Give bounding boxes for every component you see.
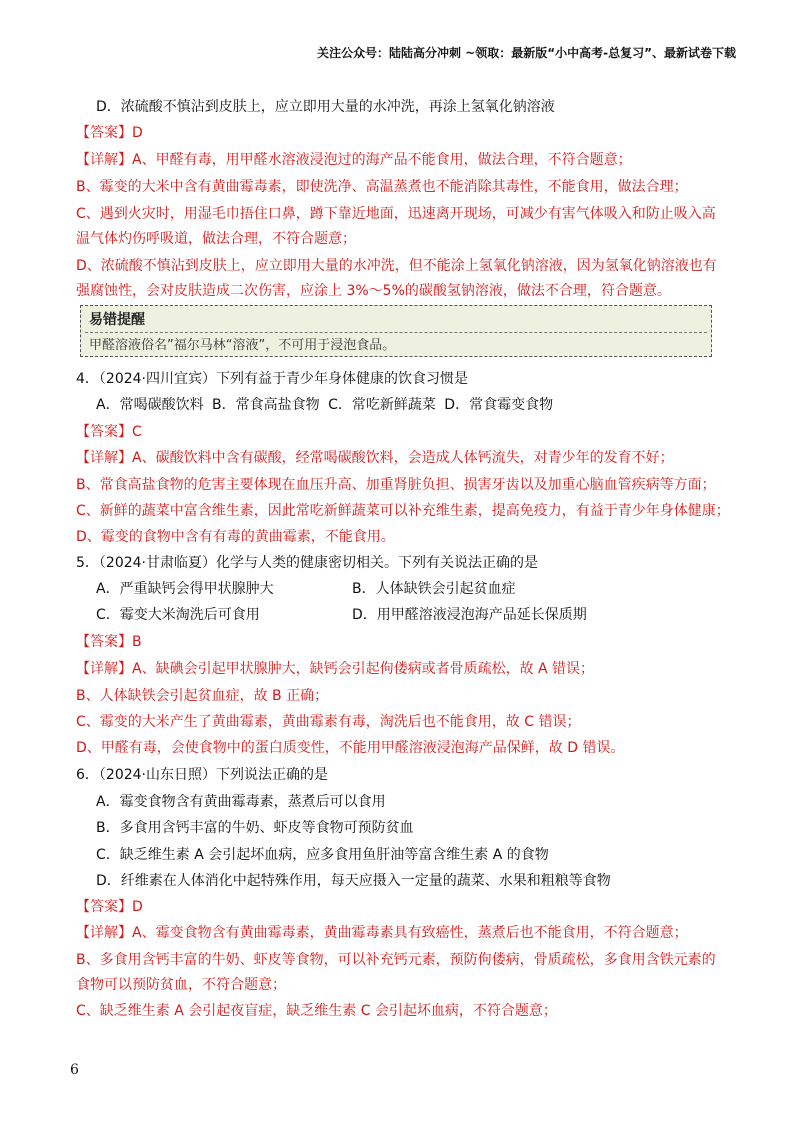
q3-detail-3a: C、遇到火灾时，用湿毛巾捂住口鼻，蹲下靠近地面，迅速离开现场，可减少有害气体吸入和防止吸入高 <box>76 206 716 222</box>
q4-detail-1: 【详解】A、碳酸饮料中含有碳酸，经常喝碳酸饮料，会造成人体钙流失，对青少年的发育不好； <box>76 450 674 466</box>
q3-detail-3b: 温气体灼伤呼吸道，做法合理，不符合题意； <box>76 231 356 247</box>
q6-option-a: A．霉变食物含有黄曲霉毒素，蒸煮后可以食用 <box>96 794 386 810</box>
q6-option-d: D．纤维素在人体消化中起特殊作用，每天应摄入一定量的蔬菜、水果和粗粮等食物 <box>96 873 611 889</box>
q5-stem: 5．（2024·甘肃临夏）化学与人类的健康密切相关。下列有关说法正确的是 <box>76 555 538 571</box>
q4-detail-4: D、霉变的食物中含有有毒的黄曲霉素，不能食用。 <box>76 529 395 545</box>
q4-options: A．常喝碳酸饮料 B．常食高盐食物 C．常吃新鲜蔬菜 D．常食霉变食物 <box>96 397 554 413</box>
q6-answer <box>76 896 143 918</box>
answer-value: D <box>132 125 143 141</box>
q5-detail-4: D、甲醛有毒，会使食物中的蛋白质变性，不能用甲醛溶液浸泡海产品保鲜，故 D 错误。 <box>76 740 625 756</box>
q4-stem: 4．（2024·四川宜宾）下列有益于青少年身体健康的饮食习惯是 <box>76 371 468 387</box>
q3-detail-2: B、霉变的大米中含有黄曲霉毒素，即使洗净、高温蒸煮也不能消除其毒性，不能食用，做法合理； <box>76 179 688 195</box>
q6-detail-2b: 食物可以预防贫血，不符合题意； <box>76 977 286 993</box>
q3-answer <box>76 122 143 144</box>
q3-detail-4b: 强腐蚀性，会对皮肤造成二次伤害，应涂上 3%～5%的碳酸氢钠溶液，做法不合理，符合题意。 <box>76 283 671 299</box>
q5-detail-2: B、人体缺铁会引起贫血症，故 B 正确； <box>76 688 329 704</box>
q4-detail-2: B、常食高盐食物的危害主要体现在血压升高、加重肾脏负担、损害牙齿以及加重心脑血管疾病等方面； <box>76 477 716 493</box>
q6-option-c: C．缺乏维生素 A 会引起坏血病，应多食用鱼肝油等富含维生素 A 的食物 <box>96 847 549 863</box>
q5-detail-3: C、霉变的大米产生了黄曲霉素，黄曲霉素有毒，淘洗后也不能食用，故 C 错误； <box>76 714 581 730</box>
q5-option-b: B．人体缺铁会引起贫血症 <box>352 581 516 597</box>
tip-title: 易错提醒 <box>89 312 145 328</box>
q6-stem: 6．（2024·山东日照）下列说法正确的是 <box>76 767 328 783</box>
q6-detail-3: C、缺乏维生素 A 会引起夜盲症，缺乏维生素 C 会引起坏血病，不符合题意； <box>76 1003 557 1019</box>
q5-option-d: D．用甲醛溶液浸泡海产品延长保质期 <box>352 607 587 623</box>
page-header: 关注公众号：陆陆高分冲刺 ~领取：最新版“小中高考-总复习”、最新试卷下载 <box>317 46 736 60</box>
q4-answer <box>76 421 142 443</box>
answer-label: 【答案】 <box>76 899 132 915</box>
answer-value: B <box>132 634 142 650</box>
answer-label: 【答案】 <box>76 634 132 650</box>
tip-text: 甲醛溶液俗名”福尔马林“溶液”，不可用于浸泡食品。 <box>89 338 396 353</box>
answer-value: D <box>132 899 143 915</box>
q5-answer <box>76 631 142 653</box>
q3-option-d: D．浓硫酸不慎沾到皮肤上，应立即用大量的水冲洗，再涂上氢氧化钠溶液 <box>96 99 555 115</box>
q4-detail-3: C、新鲜的蔬菜中富含维生素，因此常吃新鲜蔬菜可以补充维生素，提高免疫力，有益于青少年身体健康； <box>76 503 730 519</box>
q5-detail-1: 【详解】A、缺碘会引起甲状腺肿大，缺钙会引起佝偻病或者骨质疏松，故 A 错误； <box>76 661 595 677</box>
q3-detail-1: 【详解】A、甲醛有毒，用甲醛水溶液浸泡过的海产品不能食用，做法合理，不符合题意； <box>76 152 632 168</box>
q3-detail-4a: D、浓硫酸不慎沾到皮肤上，应立即用大量的水冲洗，但不能涂上氢氧化钠溶液，因为氢氧化钠溶液也有 <box>76 258 717 274</box>
q6-detail-1: 【详解】A、霉变食物含有黄曲霉毒素，黄曲霉毒素具有致癌性，蒸煮后也不能食用，不符合题意； <box>76 925 688 941</box>
answer-value: C <box>132 424 142 440</box>
error-tip-box <box>80 305 712 357</box>
q6-detail-2a: B、多食用含钙丰富的牛奶、虾皮等食物，可以补充钙元素，预防佝偻病，骨质疏松，多食用含铁元素的 <box>76 952 716 968</box>
q5-option-a: A．严重缺钙会得甲状腺肿大 <box>96 581 274 597</box>
answer-label: 【答案】 <box>76 125 132 141</box>
tip-divider <box>85 332 707 333</box>
q6-option-b: B．多食用含钙丰富的牛奶、虾皮等食物可预防贫血 <box>96 820 414 836</box>
page-number: 6 <box>70 1062 79 1078</box>
answer-label: 【答案】 <box>76 424 132 440</box>
q5-option-c: C．霉变大米淘洗后可食用 <box>96 607 260 623</box>
